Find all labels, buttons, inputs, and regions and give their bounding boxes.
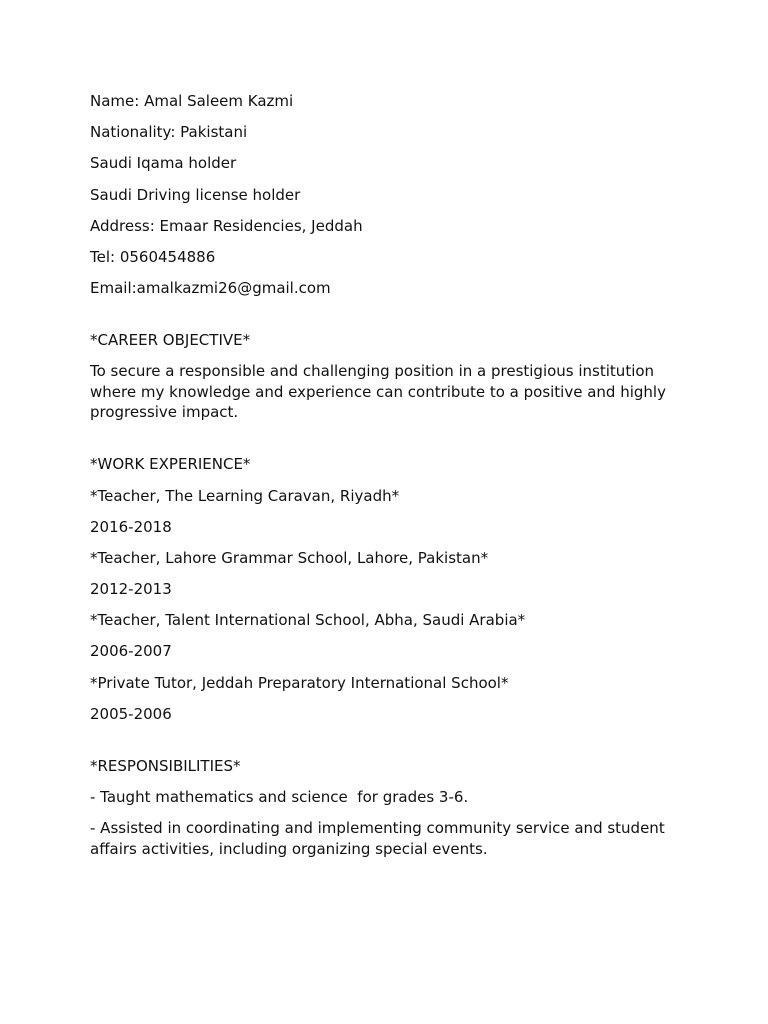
contact-email: Email:amalkazmi26@gmail.com (90, 279, 331, 298)
career-objective-heading: *CAREER OBJECTIVE* (90, 331, 251, 350)
contact-name: Name: Amal Saleem Kazmi (90, 92, 294, 110)
contact-tel: Tel: 0560454886 (90, 247, 216, 266)
job-title: *Teacher, Lahore Grammar School, Lahore, Pakistan* (90, 548, 489, 567)
contact-iqama: Saudi Iqama holder (90, 154, 237, 173)
responsibility-item: - Assisted in coordinating and implementing community service and student affairs activities, including organizing special events. (90, 819, 665, 858)
contact-address: Address: Emaar Residencies, Jeddah (90, 216, 363, 235)
job-years: 2006-2007 (90, 642, 172, 661)
job-title: *Teacher, Talent International School, Abha, Saudi Arabia* (90, 611, 526, 630)
resume-document (90, 91, 690, 859)
job-title: *Private Tutor, Jeddah Preparatory International School* (90, 673, 509, 692)
career-objective-text: To secure a responsible and challenging position in a prestigious institution where my knowledge and experience can contribute to a positive and highly progressive impact. (90, 362, 666, 422)
contact-nationality: Nationality: Pakistani (90, 123, 248, 142)
job-title: *Teacher, The Learning Caravan, Riyadh* (90, 486, 400, 505)
responsibilities-heading: *RESPONSIBILITIES* (90, 756, 241, 775)
responsibility-item: - Taught mathematics and science for grades 3-6. (90, 788, 469, 806)
job-years: 2012-2013 (90, 580, 172, 599)
work-experience-heading: *WORK EXPERIENCE* (90, 455, 251, 474)
job-years: 2005-2006 (90, 704, 172, 723)
job-years: 2016-2018 (90, 517, 172, 536)
contact-license: Saudi Driving license holder (90, 185, 301, 204)
